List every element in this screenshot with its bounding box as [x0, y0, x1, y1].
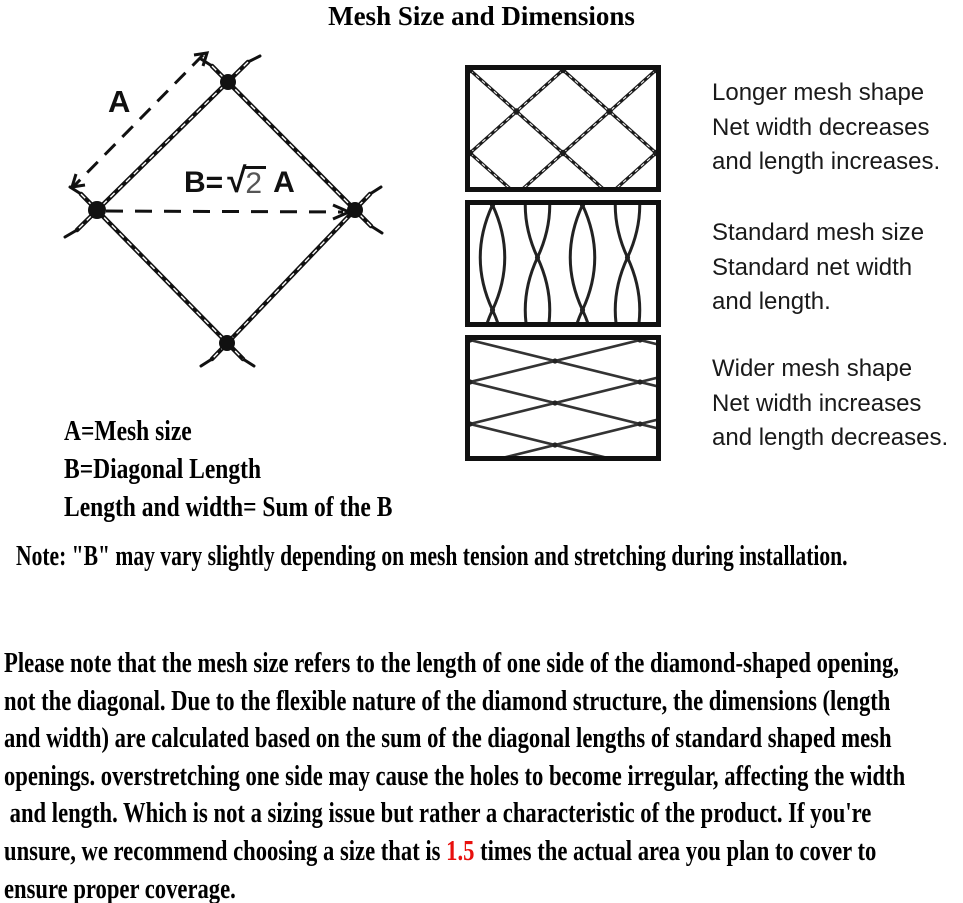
mesh-diamond-diagram — [40, 40, 420, 380]
legend-line-a: A=Mesh size — [64, 416, 192, 447]
highlight-ratio-value: 1.5 — [446, 834, 475, 867]
standard-mesh-pattern — [470, 205, 656, 322]
caption-line: Wider mesh shape — [712, 355, 913, 382]
label-a: A — [108, 84, 131, 119]
paragraph-line: openings. overstretching one side may cause the holes to become irregular, affecting the width — [4, 759, 906, 792]
paragraph-text-after-highlight: times the actual area you plan to cover to — [474, 834, 877, 867]
square-root-icon: √ — [227, 161, 247, 200]
legend-line-b: B=Diagonal Length — [64, 454, 262, 485]
paragraph-line: Please note that the mesh size refers to the length of one side of the diamond-shaped opening, — [4, 647, 899, 679]
legend-line-sum: Length and width= Sum of the B — [64, 492, 393, 523]
caption-line: and length decreases. — [712, 424, 949, 451]
paragraph-line: and width) are calculated based on the sum of the diagonal lengths of standard shaped mesh — [4, 722, 892, 755]
paragraph-text-before-highlight: unsure, we recommend choosing a size that is — [4, 834, 447, 867]
paragraph-line: ensure proper coverage. — [4, 872, 236, 903]
dimension-line-b — [106, 205, 349, 219]
paragraph-line-highlighted — [4, 833, 905, 871]
caption-line: Net width increases — [712, 389, 922, 417]
paragraph-line: and length. Which is not a sizing issue but rather a characteristic of the product. If you're — [4, 797, 872, 830]
wider-mesh-pattern — [470, 340, 656, 456]
longer-mesh-pattern — [470, 70, 656, 187]
caption-line: Longer mesh shape — [712, 79, 925, 106]
caption-longer-mesh — [712, 76, 962, 180]
mesh-image-standard — [465, 200, 661, 327]
caption-wider-mesh — [712, 352, 962, 456]
note-text: Note: "B" may vary slightly depending on mesh tension and stretching during installation. — [16, 541, 848, 572]
caption-line: and length. — [712, 288, 831, 315]
caption-line: Standard mesh size — [712, 219, 925, 246]
paragraph-line: not the diagonal. Due to the flexible nature of the diamond structure, the dimensions (length — [4, 684, 891, 717]
caption-line: Net width decreases — [712, 113, 930, 141]
caption-line: Standard net width — [712, 253, 913, 281]
mesh-image-longer — [465, 65, 661, 192]
page-title: Mesh Size and Dimensions — [328, 1, 635, 31]
caption-line: and length increases. — [712, 148, 941, 175]
label-b-formula — [184, 161, 295, 200]
mesh-image-wider — [465, 335, 661, 461]
label-b-prefix: B= — [184, 166, 224, 199]
label-b-suffix: A — [273, 166, 295, 199]
description-paragraph — [4, 645, 905, 903]
label-b-radicand: 2 — [243, 166, 266, 197]
legend — [64, 413, 392, 527]
diamond-schematic-drawing — [40, 40, 420, 380]
caption-standard-mesh — [712, 216, 962, 320]
